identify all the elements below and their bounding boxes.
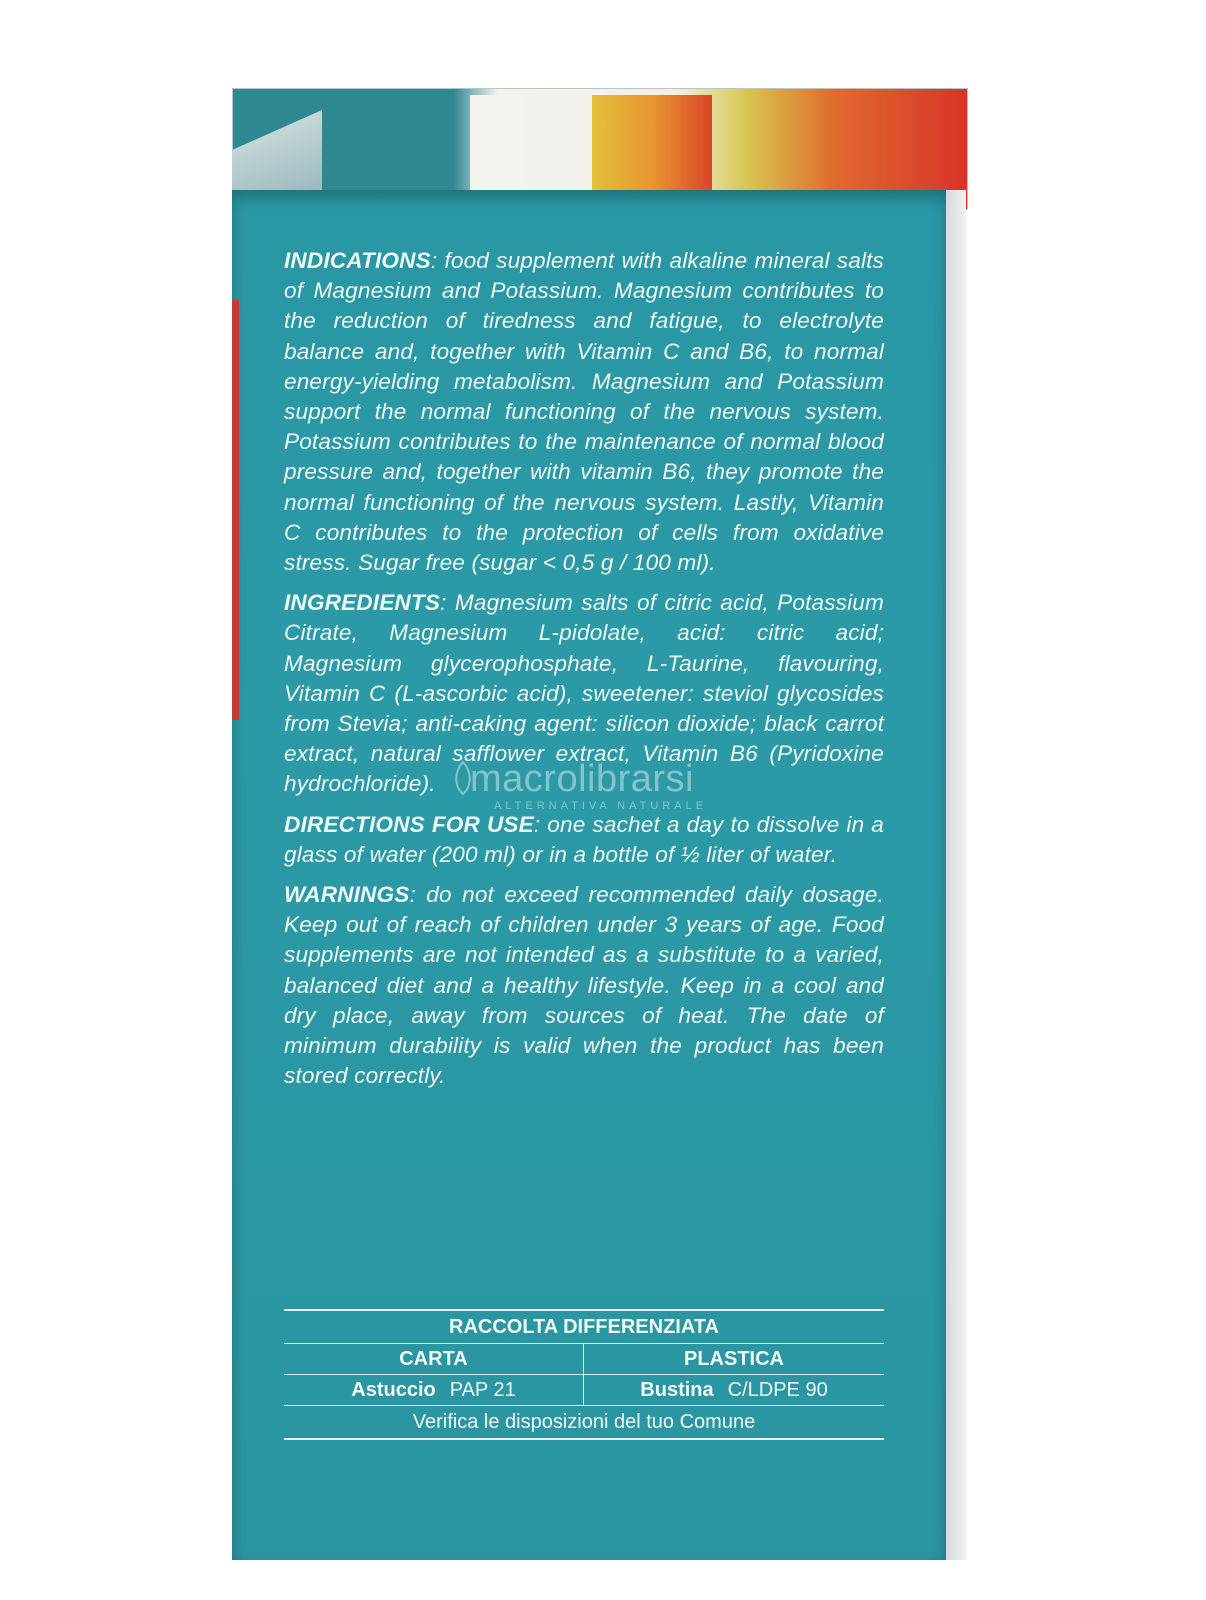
recycling-footer: Verifica le disposizioni del tuo Comune — [284, 1405, 884, 1438]
recycling-title: RACCOLTA DIFFERENZIATA — [449, 1316, 719, 1338]
carta-code: PAP 21 — [449, 1379, 516, 1401]
indications-paragraph — [284, 246, 884, 578]
ingredients-text: : Magnesium salts of citric acid, Potassium Citrate, Magnesium L-pidolate, acid: citric acid; Magnesium glycerophosphate, L-Taurine, flavouring, Vitamin C (L-ascorbic acid), sweetener: steviol glycosides from Stevia; anti-caking agent: silicon dioxide; black carrot extract, natural safflower extract, Vitamin B6 (Pyridoxine hydrochloride). — [284, 590, 884, 797]
directions-text: : one sachet a day to dissolve in a glass of water (200 ml) or in a bottle of ½ liter of water. — [284, 811, 884, 867]
watermark-brand: macrolibrarsi — [470, 758, 694, 800]
carta-row — [284, 1375, 584, 1405]
watermark-tagline: ALTERNATIVA NATURALE — [494, 800, 708, 812]
warnings-text: : do not exceed recommended daily dosage. Keep out of reach of children under 3 years of age. Food supplements are not intended as a substitute to a varied, balanced diet and a healthy lifestyle. Keep in a cool and dry place, away from sources of heat. The date of minimum durability is valid when the product has been stored correctly. — [284, 882, 884, 1089]
plastica-code: C/LDPE 90 — [727, 1379, 828, 1401]
directions-paragraph — [284, 810, 884, 870]
plastica-row — [584, 1375, 884, 1405]
recycling-table — [284, 1309, 884, 1440]
indications-text: : food supplement with alkaline mineral salts of Magnesium and Potassium. Magnesium contributes to the reduction of tiredness and fatigue, to electrolyte balance and, together with Vitamin C and B6, to normal energy-yielding metabolism. Magnesium and Potassium support the normal functioning of the nervous system. Potassium contributes to the maintenance of normal blood pressure and, together with vitamin B6, they promote the normal functioning of the nervous system. Lastly, Vitamin C contributes to the protection of cells from oxidative stress. Sugar free (sugar < 0,5 g / 100 ml). — [284, 248, 884, 576]
box-right-edge — [946, 190, 966, 1560]
label-text-block — [284, 246, 884, 1101]
warnings-paragraph — [284, 880, 884, 1091]
front-panel-edge — [232, 300, 239, 720]
directions-heading: DIRECTIONS FOR USE — [284, 811, 534, 837]
plastica-item: Bustina — [640, 1379, 714, 1401]
ingredients-heading: INGREDIENTS — [284, 590, 441, 616]
recycling-grid — [284, 1343, 884, 1405]
column-plastica: PLASTICA — [584, 1344, 884, 1375]
warnings-heading: WARNINGS — [284, 882, 410, 908]
indications-heading: INDICATIONS — [284, 248, 431, 273]
carta-item: Astuccio — [351, 1379, 436, 1401]
column-carta: CARTA — [284, 1344, 584, 1375]
